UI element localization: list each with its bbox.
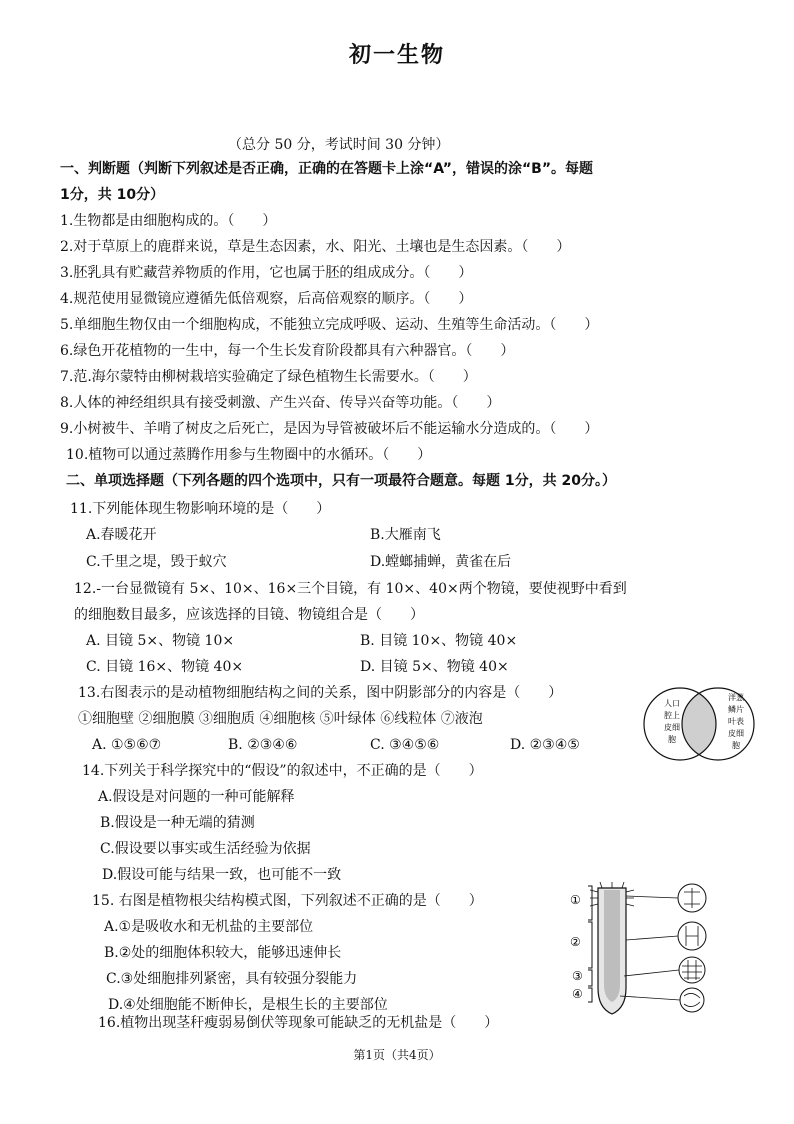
root-label-4: ④ — [572, 987, 583, 1001]
venn-left-label-1: 人口 — [664, 699, 680, 708]
q13-option-c: C. ③④⑤⑥ — [370, 737, 440, 753]
q13-stem: 13.右图表示的是动植物细胞结构之间的关系，图中阴影部分的内容是（ ） — [78, 685, 563, 701]
q12-option-b: B. 目镜 10×、物镜 40× — [360, 633, 518, 649]
q14-stem: 14.下列关于科学探究中的“假设”的叙述中，不正确的是（ ） — [82, 763, 483, 779]
pointer-lines — [620, 896, 680, 1000]
q11-option-c: C.千里之堤，毁于蚁穴 — [86, 554, 227, 570]
bracket-3 — [588, 970, 592, 986]
venn-right-label-3: 叶表 — [728, 717, 744, 726]
judge-item-1: 1.生物都是由细胞构成的。（ ） — [60, 213, 277, 229]
q13-option-a: A. ①⑤⑥⑦ — [92, 737, 162, 753]
q11-option-a: A.春暖花开 — [86, 527, 157, 543]
venn-right-label-2: 鳞片 — [728, 705, 744, 714]
q12-stem-cont: 的细胞数目最多，应该选择的目镜、物镜组合是（ ） — [74, 607, 424, 623]
q15-option-c: C.③处细胞排列紧密，具有较强分裂能力 — [106, 971, 358, 987]
judge-item-2: 2.对于草原上的鹿群来说，草是生态因素，水、阳光、土壤也是生态因素。（ ） — [60, 239, 571, 255]
venn-right-label-4: 皮细 — [728, 729, 744, 738]
q15-stem: 15. 右图是植物根尖结构模式图，下列叙述不正确的是（ ） — [92, 893, 483, 909]
cell-view-4 — [680, 988, 704, 1012]
q13-option-b: B. ②③④⑥ — [228, 737, 298, 753]
q13-option-d: D. ②③④⑤ — [510, 737, 580, 753]
section1-heading-cont: 1分，共 10分） — [60, 187, 165, 203]
exam-info: （总分 50 分，考试时间 30 分钟） — [228, 137, 450, 153]
q15-root-tip-diagram — [568, 880, 720, 1032]
q14-option-a: A.假设是对问题的一种可能解释 — [98, 789, 295, 805]
q14-option-d: D.假设可能与结果一致，也可能不一致 — [102, 867, 342, 883]
q12-stem: 12.-一台显微镜有 5×、10×、16×三个目镜，有 10×、40×两个物镜，要使视野中看到 — [74, 581, 627, 597]
section2-heading: 二、单项选择题（下列各题的四个选项中，只有一项最符合题意。每题 1分，共 20分。） — [66, 473, 616, 489]
venn-left-label-3: 皮细 — [664, 723, 680, 732]
judge-item-7: 7.范.海尔蒙特由柳树栽培实验确定了绿色植物生长需要水。（ ） — [60, 369, 477, 385]
root-label-1: ① — [570, 893, 581, 907]
q12-option-a: A. 目镜 5×、物镜 10× — [86, 633, 235, 649]
q13-venn-diagram — [640, 684, 758, 764]
judge-item-8: 8.人体的神经组织具有接受刺激、产生兴奋、传导兴奋等功能。（ ） — [60, 395, 501, 411]
q11-stem: 11.下列能体现生物影响环境的是（ ） — [70, 501, 331, 517]
q11-option-b: B.大雁南飞 — [370, 527, 441, 543]
venn-right-label-5: 胞 — [732, 741, 740, 750]
root-label-3: ③ — [572, 969, 583, 983]
cell-view-3 — [679, 957, 705, 983]
page-title: 初一生物 — [348, 43, 445, 68]
q15-option-b: B.②处的细胞体积较大，能够迅速伸长 — [104, 945, 342, 961]
judge-item-3: 3.胚乳具有贮藏营养物质的作用，它也属于胚的组成成分。（ ） — [60, 265, 473, 281]
judge-item-10: 10.植物可以通过蒸腾作用参与生物圈中的水循环。（ ） — [66, 447, 432, 463]
venn-left-label-4: 胞 — [668, 735, 676, 744]
judge-item-4: 4.规范使用显微镜应遵循先低倍观察，后高倍观察的顺序。（ ） — [60, 291, 473, 307]
venn-right-label-1: 洋葱 — [728, 693, 744, 702]
q16-stem: 16.植物出现茎秆瘦弱易倒伏等现象可能缺乏的无机盐是（ ） — [98, 1015, 499, 1031]
section1-heading: 一、判断题（判断下列叙述是否正确，正确的在答题卡上涂“A”，错误的涂“B”。每题 — [60, 161, 594, 177]
bracket-1 — [588, 886, 592, 920]
judge-item-5: 5.单细胞生物仅由一个细胞构成，不能独立完成呼吸、运动、生殖等生命活动。（ ） — [60, 317, 599, 333]
q14-option-b: B.假设是一种无端的猜测 — [100, 815, 255, 831]
judge-item-9: 9.小树被牛、羊啃了树皮之后死亡，是因为导管被破坏后不能运输水分造成的。（ ） — [60, 421, 599, 437]
q13-parts: ①细胞壁 ②细胞膜 ③细胞质 ④细胞核 ⑤叶绿体 ⑥线粒体 ⑦液泡 — [78, 711, 483, 727]
judge-item-6: 6.绿色开花植物的一生中，每一个生长发育阶段都具有六种器官。（ ） — [60, 343, 515, 359]
q14-option-c: C.假设要以事实或生活经验为依据 — [100, 841, 311, 857]
venn-left-label-2: 腔上 — [664, 711, 680, 720]
bracket-4 — [588, 988, 592, 1002]
q12-option-d: D. 目镜 5×、物镜 40× — [360, 659, 509, 675]
q12-option-c: C. 目镜 16×、物镜 40× — [86, 659, 244, 675]
q11-option-d: D.螳螂捕蝉，黄雀在后 — [370, 554, 512, 570]
page-footer: 第1页（共4页） — [353, 1048, 441, 1062]
root-label-2: ② — [570, 935, 581, 949]
bracket-2 — [588, 922, 592, 968]
q15-option-d: D.④处细胞能不断伸长，是根生长的主要部位 — [108, 997, 388, 1013]
root-core — [604, 890, 620, 1002]
q15-option-a: A.①是吸收水和无机盐的主要部位 — [104, 919, 314, 935]
